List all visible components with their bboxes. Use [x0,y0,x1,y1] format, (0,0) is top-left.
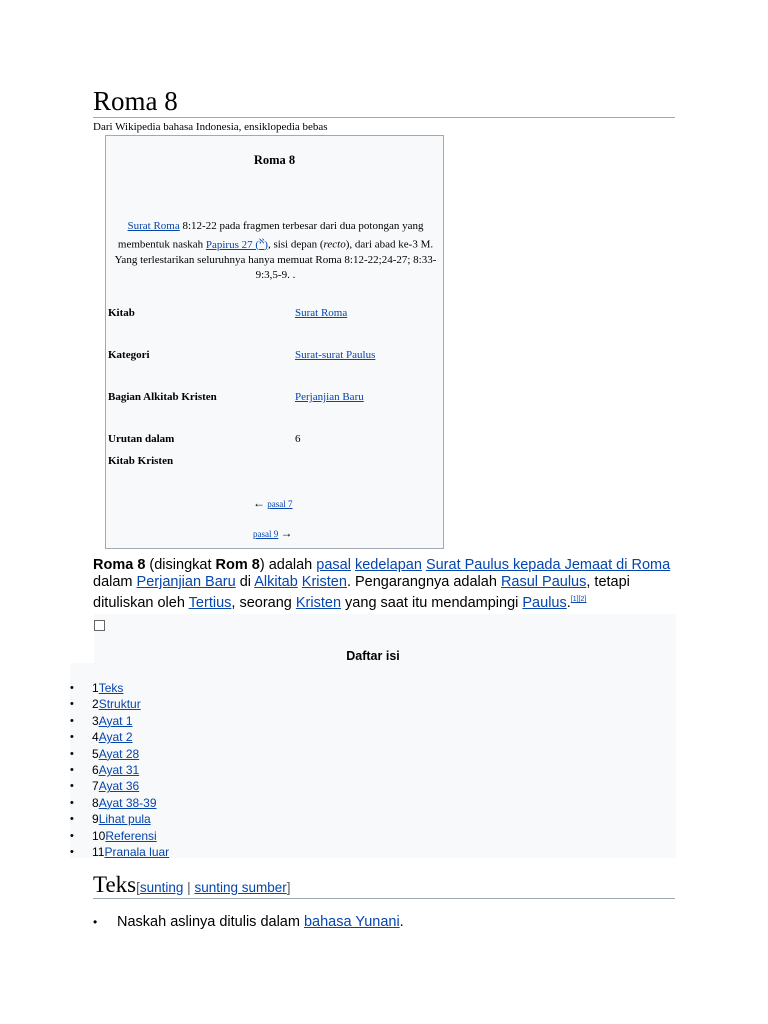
infobox-label-kategori: Kategori [108,349,150,361]
toc-item[interactable] [70,828,169,844]
infobox-value-bagian[interactable]: Perjanjian Baru [295,391,364,403]
toc-item-number: 8 [92,795,99,810]
left-arrow-icon: ← [253,496,265,510]
link-surat-paulus-roma[interactable]: Surat Paulus kepada Jemaat di Roma [425,557,671,573]
toc-item[interactable] [70,713,169,729]
caption-text: , sisi depan ( [267,238,324,251]
infobox-title: Roma 8 [253,153,296,167]
link-kristen-2[interactable]: Kristen [295,594,342,611]
infobox-label-urutan: Urutan dalam [108,433,175,445]
toc-item-link[interactable]: Ayat 1 [98,713,133,728]
right-arrow-icon: → [280,526,293,540]
toc-item-number: 11 [92,844,105,859]
intro-text: dalam [93,574,137,590]
toc-item-number: 3 [92,713,99,728]
infobox-value-urutan: 6 [295,433,301,445]
next-chapter-link[interactable]: pasal 9 [253,529,279,539]
toc-item-link[interactable]: Ayat 38-39 [98,795,157,810]
intro-text: yang saat itu mendampingi [341,594,523,611]
intro-text: , tetapi dituliskan oleh [93,574,630,611]
toc-item-number: 9 [92,812,99,827]
toc-item-link[interactable]: Referensi [105,828,157,843]
toc-item[interactable] [70,762,169,778]
toc-item[interactable] [70,844,169,860]
link-tertius[interactable]: Tertius [188,594,232,611]
papirus-symbol: ℵ [259,237,265,245]
caption-text: 8:12-22 pada fragmen terbesar dari dua potongan yang membentuk naskah [117,220,424,251]
link-rasul-paulus[interactable]: Rasul Paulus [500,574,587,590]
section-bullet-item [93,914,404,930]
toc-item-link[interactable]: Ayat 36 [98,779,140,794]
toc-item[interactable] [70,729,169,745]
toc-item-number: 10 [92,828,106,843]
toc-item[interactable] [70,795,169,811]
infobox-label-urutan-line2: Kitab Kristen [108,455,174,467]
intro-text: . Pengarangnya adalah [346,574,501,590]
table-of-contents [70,614,676,858]
infobox-caption [114,219,437,283]
toc-item-link[interactable]: Ayat 2 [98,730,133,745]
intro-text: (disingkat [145,557,216,573]
bullet-text: Naskah aslinya ditulis dalam [117,914,304,930]
page-title: Roma 8 [93,86,178,116]
intro-bold-abbr: Rom 8 [215,557,260,573]
toc-item-link[interactable]: Ayat 31 [98,762,140,777]
link-alkitab[interactable]: Alkitab [254,574,298,590]
intro-text: . [566,594,571,611]
bullet-end: . [399,914,404,930]
caption-link-surat-roma[interactable]: Surat Roma [127,220,180,232]
intro-paragraph [93,557,678,612]
infobox-label-kitab: Kitab [108,307,135,319]
toc-item[interactable] [70,778,169,794]
toc-item-number: 4 [92,730,99,745]
infobox-value-kitab[interactable]: Surat Roma [295,307,348,319]
infobox [105,135,444,549]
toc-item-link[interactable]: Ayat 28 [98,746,140,761]
toc-item-number: 1 [92,681,99,695]
caption-text: ), dari abad ke-3 M. Yang terlestarikan seluruhnya hanya memuat Roma 8:12-22;24-27; 8:33-9:3,5-9. . [114,238,437,281]
link-paulus[interactable]: Paulus [522,594,567,611]
prev-chapter-link[interactable]: pasal 7 [267,499,293,509]
toc-list [70,680,169,860]
toc-item-number: 2 [92,697,99,712]
caption-italic-recto: recto [323,238,346,251]
edit-bracket: ] [286,880,291,895]
intro-text: , seorang [231,594,296,611]
edit-source-link[interactable]: sunting sumber [194,880,287,895]
toc-item-link[interactable]: Teks [98,681,124,695]
intro-bold-title: Roma 8 [93,557,146,573]
intro-text: ) adalah [259,557,317,573]
intro-text: di [235,574,255,590]
link-perjanjian-baru[interactable]: Perjanjian Baru [136,574,236,590]
toc-title: Daftar isi [346,649,400,663]
toc-toggle-checkbox[interactable] [94,620,105,631]
toc-item-link[interactable]: Struktur [98,697,141,712]
section-heading-text: Teks [93,872,137,897]
link-bahasa-yunani[interactable]: bahasa Yunani [303,914,400,930]
section-edit-links [136,880,290,895]
nav-next [253,526,293,541]
title-divider [93,117,675,118]
edit-bracket: [ [136,880,140,895]
edit-section-link[interactable]: sunting [139,880,184,895]
toc-item-number: 5 [92,746,99,761]
bullet-icon: • [93,915,98,929]
infobox-value-kategori[interactable]: Surat-surat Paulus [295,349,376,361]
toc-item-link[interactable]: Pranala luar [104,844,170,859]
nav-prev [253,496,293,511]
toc-item[interactable] [70,811,169,827]
link-kristen[interactable]: Kristen [301,574,347,590]
toc-item[interactable] [70,746,169,762]
papirus-link-end: ) [264,238,268,251]
toc-item-number: 6 [92,762,99,777]
section-divider [93,898,675,899]
toc-item-link[interactable]: Lihat pula [98,812,151,827]
reference-links[interactable]: [1][2] [570,596,587,603]
papirus-link-text: Papirus 27 ( [205,238,260,251]
page-tagline: Dari Wikipedia bahasa Indonesia, ensiklopedia bebas [93,121,328,133]
toc-item-number: 7 [92,779,99,794]
link-pasal[interactable]: pasal [316,557,351,573]
toc-item[interactable] [70,680,169,696]
edit-separator: | [183,880,195,895]
caption-link-papirus[interactable] [206,239,268,251]
infobox-label-bagian: Bagian Alkitab Kristen [108,391,217,403]
link-kedelapan[interactable]: kedelapan [354,557,422,573]
toc-item[interactable] [70,696,169,712]
